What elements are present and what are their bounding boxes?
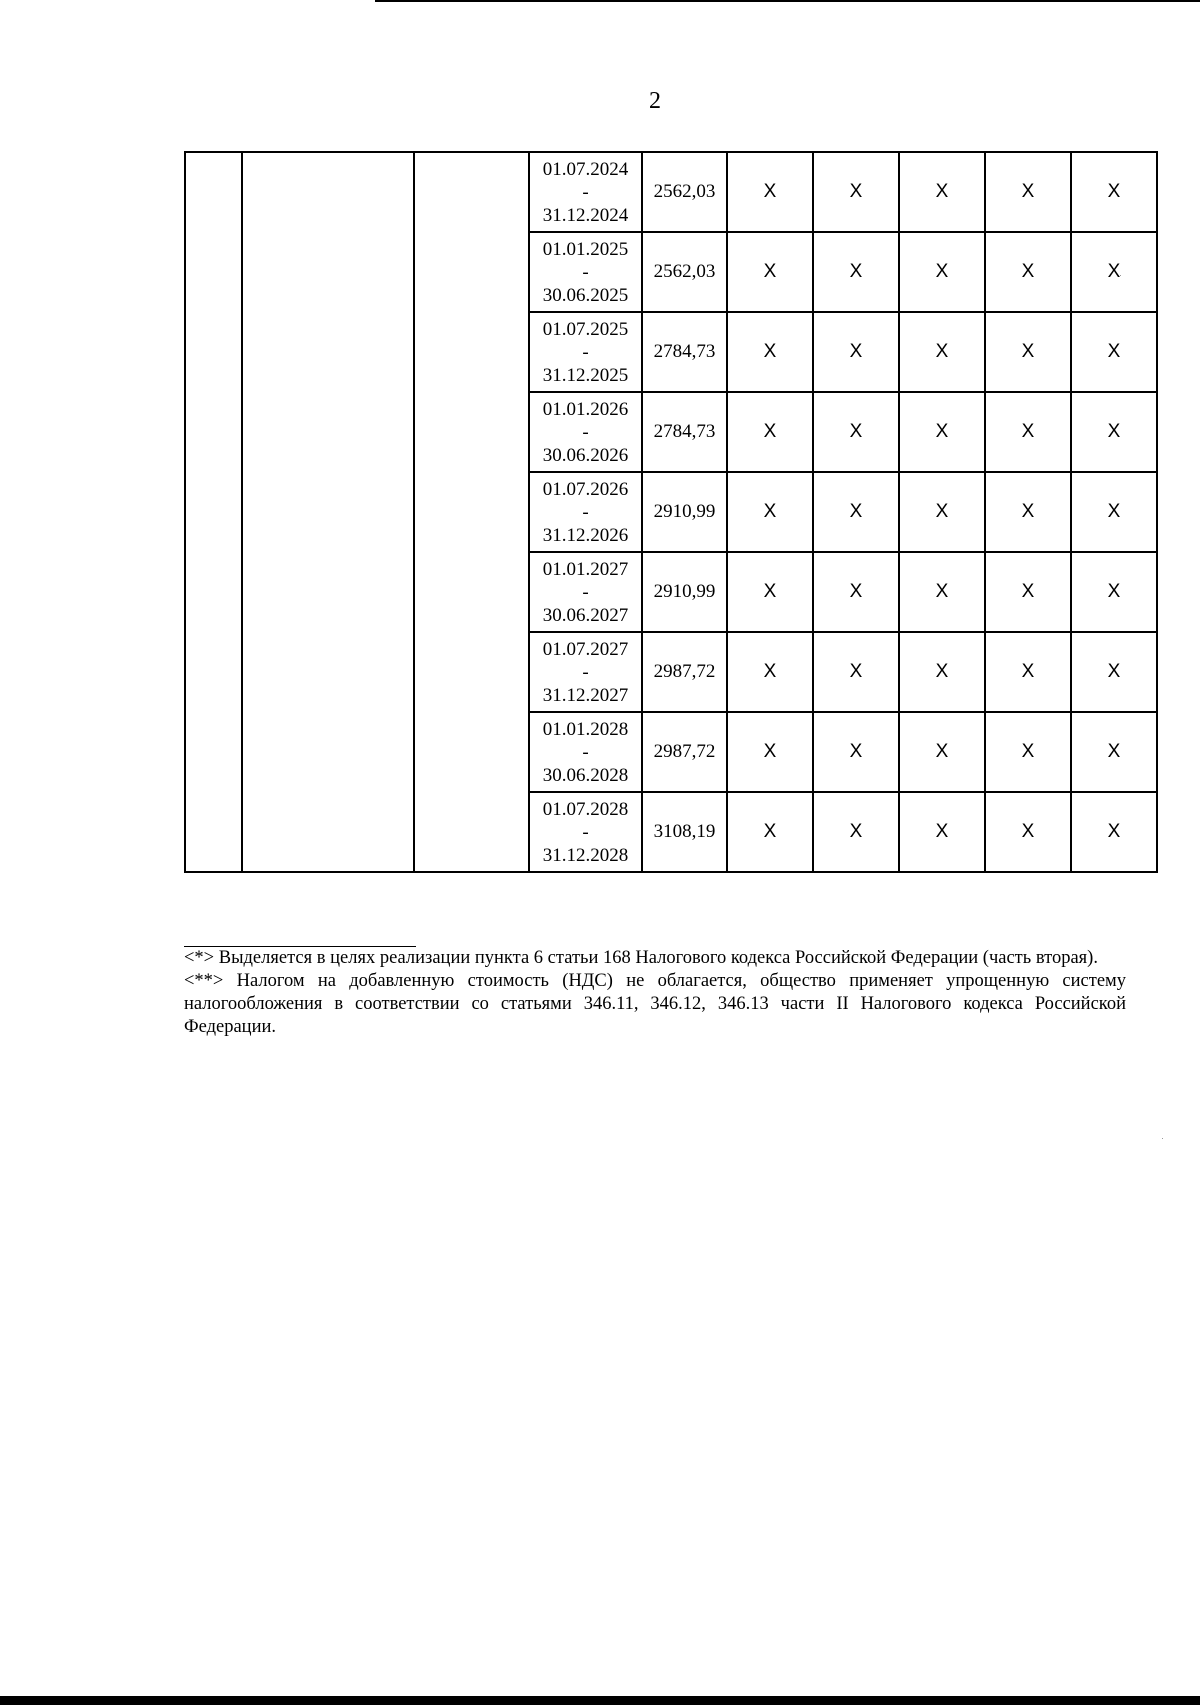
footnotes bbox=[184, 947, 1126, 1039]
x-mark-cell: X bbox=[813, 152, 899, 232]
page-number: 2 bbox=[649, 88, 661, 114]
x-mark-cell: X bbox=[813, 472, 899, 552]
period-separator: - bbox=[582, 181, 589, 203]
tariff-value: 2910,99 bbox=[642, 472, 727, 552]
period-separator: - bbox=[582, 501, 589, 523]
x-mark-cell: X bbox=[1071, 232, 1157, 312]
x-mark-cell: X bbox=[899, 312, 985, 392]
tariff-value: 2784,73 bbox=[642, 312, 727, 392]
period-separator: - bbox=[582, 341, 589, 363]
x-mark-cell: X bbox=[727, 392, 813, 472]
x-mark-cell: X bbox=[727, 712, 813, 792]
x-mark-cell: X bbox=[985, 392, 1071, 472]
x-mark-cell: X bbox=[899, 792, 985, 872]
x-mark-cell: X bbox=[727, 552, 813, 632]
period-separator: - bbox=[582, 661, 589, 683]
x-mark-cell: X bbox=[985, 472, 1071, 552]
x-mark-cell: X bbox=[985, 792, 1071, 872]
x-mark-cell: X bbox=[899, 552, 985, 632]
period-end: 30.06.2025 bbox=[542, 284, 629, 306]
x-mark-cell: X bbox=[1071, 392, 1157, 472]
period-cell bbox=[529, 552, 642, 632]
x-mark-cell: X bbox=[985, 152, 1071, 232]
period-end: 30.06.2027 bbox=[542, 604, 629, 626]
period-start: 01.07.2024 bbox=[542, 158, 629, 180]
period-start: 01.01.2025 bbox=[542, 238, 629, 260]
x-mark-cell: X bbox=[985, 632, 1071, 712]
period-start: 01.01.2027 bbox=[542, 558, 629, 580]
x-mark-cell: X bbox=[899, 232, 985, 312]
tariff-value: 2910,99 bbox=[642, 552, 727, 632]
period-end: 31.12.2027 bbox=[542, 684, 629, 706]
scan-top-edge bbox=[375, 0, 1200, 2]
x-mark-cell: X bbox=[1071, 632, 1157, 712]
period-start: 01.07.2025 bbox=[542, 318, 629, 340]
period-start: 01.07.2027 bbox=[542, 638, 629, 660]
x-mark-cell: X bbox=[727, 472, 813, 552]
period-cell bbox=[529, 712, 642, 792]
x-mark-cell: X bbox=[813, 552, 899, 632]
x-mark-cell: X bbox=[985, 312, 1071, 392]
x-mark-cell: X bbox=[899, 152, 985, 232]
period-end: 30.06.2026 bbox=[542, 444, 629, 466]
period-separator: - bbox=[582, 261, 589, 283]
x-mark-cell: X bbox=[985, 232, 1071, 312]
x-mark-cell: X bbox=[1071, 552, 1157, 632]
tariff-table bbox=[184, 151, 1158, 873]
period-end: 31.12.2024 bbox=[542, 204, 629, 226]
period-start: 01.07.2028 bbox=[542, 798, 629, 820]
x-mark-cell: X bbox=[899, 632, 985, 712]
period-cell bbox=[529, 152, 642, 232]
period-cell bbox=[529, 472, 642, 552]
x-mark-cell: X bbox=[985, 712, 1071, 792]
tariff-value: 2562,03 bbox=[642, 152, 727, 232]
x-mark-cell: X bbox=[813, 632, 899, 712]
x-mark-cell: X bbox=[1071, 712, 1157, 792]
tariff-value: 2784,73 bbox=[642, 392, 727, 472]
group-cell bbox=[414, 152, 529, 872]
category-cell bbox=[185, 152, 242, 872]
tariff-value: 2987,72 bbox=[642, 712, 727, 792]
x-mark-cell: X bbox=[727, 632, 813, 712]
x-mark-cell: X bbox=[813, 312, 899, 392]
period-cell bbox=[529, 392, 642, 472]
period-start: 01.07.2026 bbox=[542, 478, 629, 500]
period-cell bbox=[529, 232, 642, 312]
x-mark-cell: X bbox=[727, 312, 813, 392]
period-start: 01.01.2028 bbox=[542, 718, 629, 740]
x-mark-cell: X bbox=[813, 392, 899, 472]
period-separator: - bbox=[582, 821, 589, 843]
period-end: 31.12.2025 bbox=[542, 364, 629, 386]
x-mark-cell: X bbox=[813, 232, 899, 312]
period-end: 31.12.2028 bbox=[542, 844, 629, 866]
tariff-value: 2987,72 bbox=[642, 632, 727, 712]
tariff-value: 3108,19 bbox=[642, 792, 727, 872]
period-cell bbox=[529, 312, 642, 392]
period-separator: - bbox=[582, 581, 589, 603]
name-cell bbox=[242, 152, 414, 872]
x-mark-cell: X bbox=[813, 792, 899, 872]
x-mark-cell: X bbox=[1071, 472, 1157, 552]
x-mark-cell: X bbox=[727, 792, 813, 872]
x-mark-cell: X bbox=[1071, 152, 1157, 232]
table-row bbox=[185, 152, 1157, 232]
period-separator: - bbox=[582, 421, 589, 443]
x-mark-cell: X bbox=[727, 152, 813, 232]
period-end: 31.12.2026 bbox=[542, 524, 629, 546]
x-mark-cell: X bbox=[985, 552, 1071, 632]
period-end: 30.06.2028 bbox=[542, 764, 629, 786]
x-mark-cell: X bbox=[813, 712, 899, 792]
period-cell bbox=[529, 632, 642, 712]
period-start: 01.01.2026 bbox=[542, 398, 629, 420]
footnote-1: <*> Выделяется в целях реализации пункта 6 статьи 168 Налогового кодекса Российской Федерации (часть вторая). bbox=[184, 948, 1098, 968]
table-body bbox=[185, 152, 1157, 872]
scan-speck bbox=[1162, 1138, 1163, 1139]
x-mark-cell: X bbox=[1071, 792, 1157, 872]
period-cell bbox=[529, 792, 642, 872]
x-mark-cell: X bbox=[899, 472, 985, 552]
period-separator: - bbox=[582, 741, 589, 763]
scan-bottom-edge bbox=[0, 1696, 1200, 1705]
x-mark-cell: X bbox=[727, 232, 813, 312]
footnote-2: <**> Налогом на добавленную стоимость (НДС) не облагается, общество применяет упрощенную систему налогообложения в соответствии со статьями 346.11, 346.12, 346.13 части II Налогового кодекса Российской Федерации. bbox=[184, 971, 1126, 1037]
x-mark-cell: X bbox=[899, 712, 985, 792]
tariff-value: 2562,03 bbox=[642, 232, 727, 312]
x-mark-cell: X bbox=[1071, 312, 1157, 392]
x-mark-cell: X bbox=[899, 392, 985, 472]
